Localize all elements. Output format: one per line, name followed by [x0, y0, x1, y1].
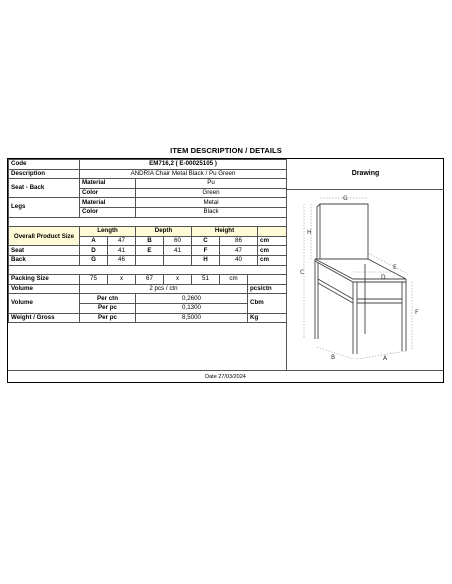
packing-length: 75	[80, 275, 108, 285]
packing-width: 67	[136, 275, 164, 285]
weight-unit: Kg	[248, 313, 287, 323]
cbm-unit: Cbm	[248, 294, 287, 313]
code-label: Code	[9, 160, 80, 170]
back-unit: cm	[258, 255, 287, 265]
legs-color-label: Color	[80, 207, 136, 217]
volume-pcs-value: 2 pcs / ctn	[80, 284, 248, 294]
page-title: ITEM DESCRIPTION / DETAILS	[170, 146, 282, 155]
dim-a-label: A	[80, 236, 108, 246]
seat-back-material: Pu	[136, 179, 287, 189]
seat-back-label: Seat - Back	[9, 179, 80, 198]
spec-table	[8, 159, 287, 323]
dim-d-value: 41	[108, 246, 136, 256]
dim-g-value: 46	[108, 255, 136, 265]
dim-e-label: E	[136, 246, 164, 256]
legs-material: Metal	[136, 198, 287, 208]
length-header: Length	[80, 227, 136, 237]
drawing-label: Drawing	[351, 170, 380, 177]
weight-row	[9, 313, 287, 323]
seat-unit: cm	[258, 246, 287, 256]
volume-pcs-row	[9, 284, 287, 294]
seat-label: Seat	[9, 246, 80, 256]
drawing-label-e: E	[393, 264, 397, 271]
drawing-label-c: C	[300, 269, 305, 276]
drawing-pane	[286, 159, 443, 370]
drawing-label-d: D	[381, 274, 386, 281]
depth-header: Depth	[136, 227, 192, 237]
legs-material-label: Material	[80, 198, 136, 208]
seat-back-color: Green	[136, 188, 287, 198]
legs-color: Black	[136, 207, 287, 217]
overall-unit: cm	[258, 236, 287, 246]
dim-c-label: C	[192, 236, 220, 246]
weight-label: Weight / Gross	[9, 313, 80, 323]
dim-c-value: 86	[220, 236, 258, 246]
dim-h-label: H	[192, 255, 220, 265]
seat-row	[9, 246, 287, 256]
per-ctn-label: Per ctn	[80, 294, 136, 304]
height-header: Height	[192, 227, 258, 237]
dim-g-label: G	[80, 255, 108, 265]
dim-f-label: F	[192, 246, 220, 256]
volume-ctn-row	[9, 294, 287, 304]
spec-sheet	[7, 158, 444, 383]
chair-drawing	[287, 189, 444, 369]
back-row	[9, 255, 287, 265]
packing-height: 51	[192, 275, 220, 285]
drawing-label-a: A	[383, 355, 388, 362]
drawing-label-g: G	[343, 195, 348, 202]
per-ctn-value: 0,2600	[136, 294, 248, 304]
packing-row	[9, 275, 287, 285]
dim-b-label: B	[136, 236, 164, 246]
drawing-label-h: H	[307, 229, 312, 236]
volume-label: Volume	[9, 284, 80, 294]
per-pc-value: 0,1300	[136, 303, 248, 313]
overall-header-row	[9, 227, 287, 237]
seat-back-color-label: Color	[80, 188, 136, 198]
dim-a-value: 47	[108, 236, 136, 246]
code-row	[9, 160, 287, 170]
dim-b-value: 60	[164, 236, 192, 246]
dim-d-label: D	[80, 246, 108, 256]
dim-e-value: 41	[164, 246, 192, 256]
legs-label: Legs	[9, 198, 80, 217]
weight-value: 8,5000	[136, 313, 248, 323]
packing-x1: x	[108, 275, 136, 285]
dim-f-value: 47	[220, 246, 258, 256]
description-value: ANDRIA Chair Metal Black / Pu Green	[80, 169, 287, 179]
packing-label: Packing Size	[9, 275, 80, 285]
packing-x2: x	[164, 275, 192, 285]
dim-h-value: 40	[220, 255, 258, 265]
volume-cbm-label: Volume	[9, 294, 80, 313]
drawing-label-b: B	[331, 354, 336, 361]
date-footer: Date 27/03/2024	[8, 370, 443, 383]
description-row	[9, 169, 287, 179]
per-pc-label: Per pc	[80, 303, 136, 313]
code-value: EM716,2 ( E-00025105 )	[80, 160, 287, 170]
back-label: Back	[9, 255, 80, 265]
weight-per-pc-label: Per pc	[80, 313, 136, 323]
seat-back-material-label: Material	[80, 179, 136, 189]
seat-back-material-row	[9, 179, 287, 189]
packing-unit: cm	[220, 275, 248, 285]
drawing-label-f: F	[415, 309, 419, 316]
volume-pcs-unit: pcs/ctn	[248, 284, 287, 294]
overall-size-label: Overall Product Size	[9, 227, 80, 246]
legs-material-row	[9, 198, 287, 208]
description-label: Description	[9, 169, 80, 179]
